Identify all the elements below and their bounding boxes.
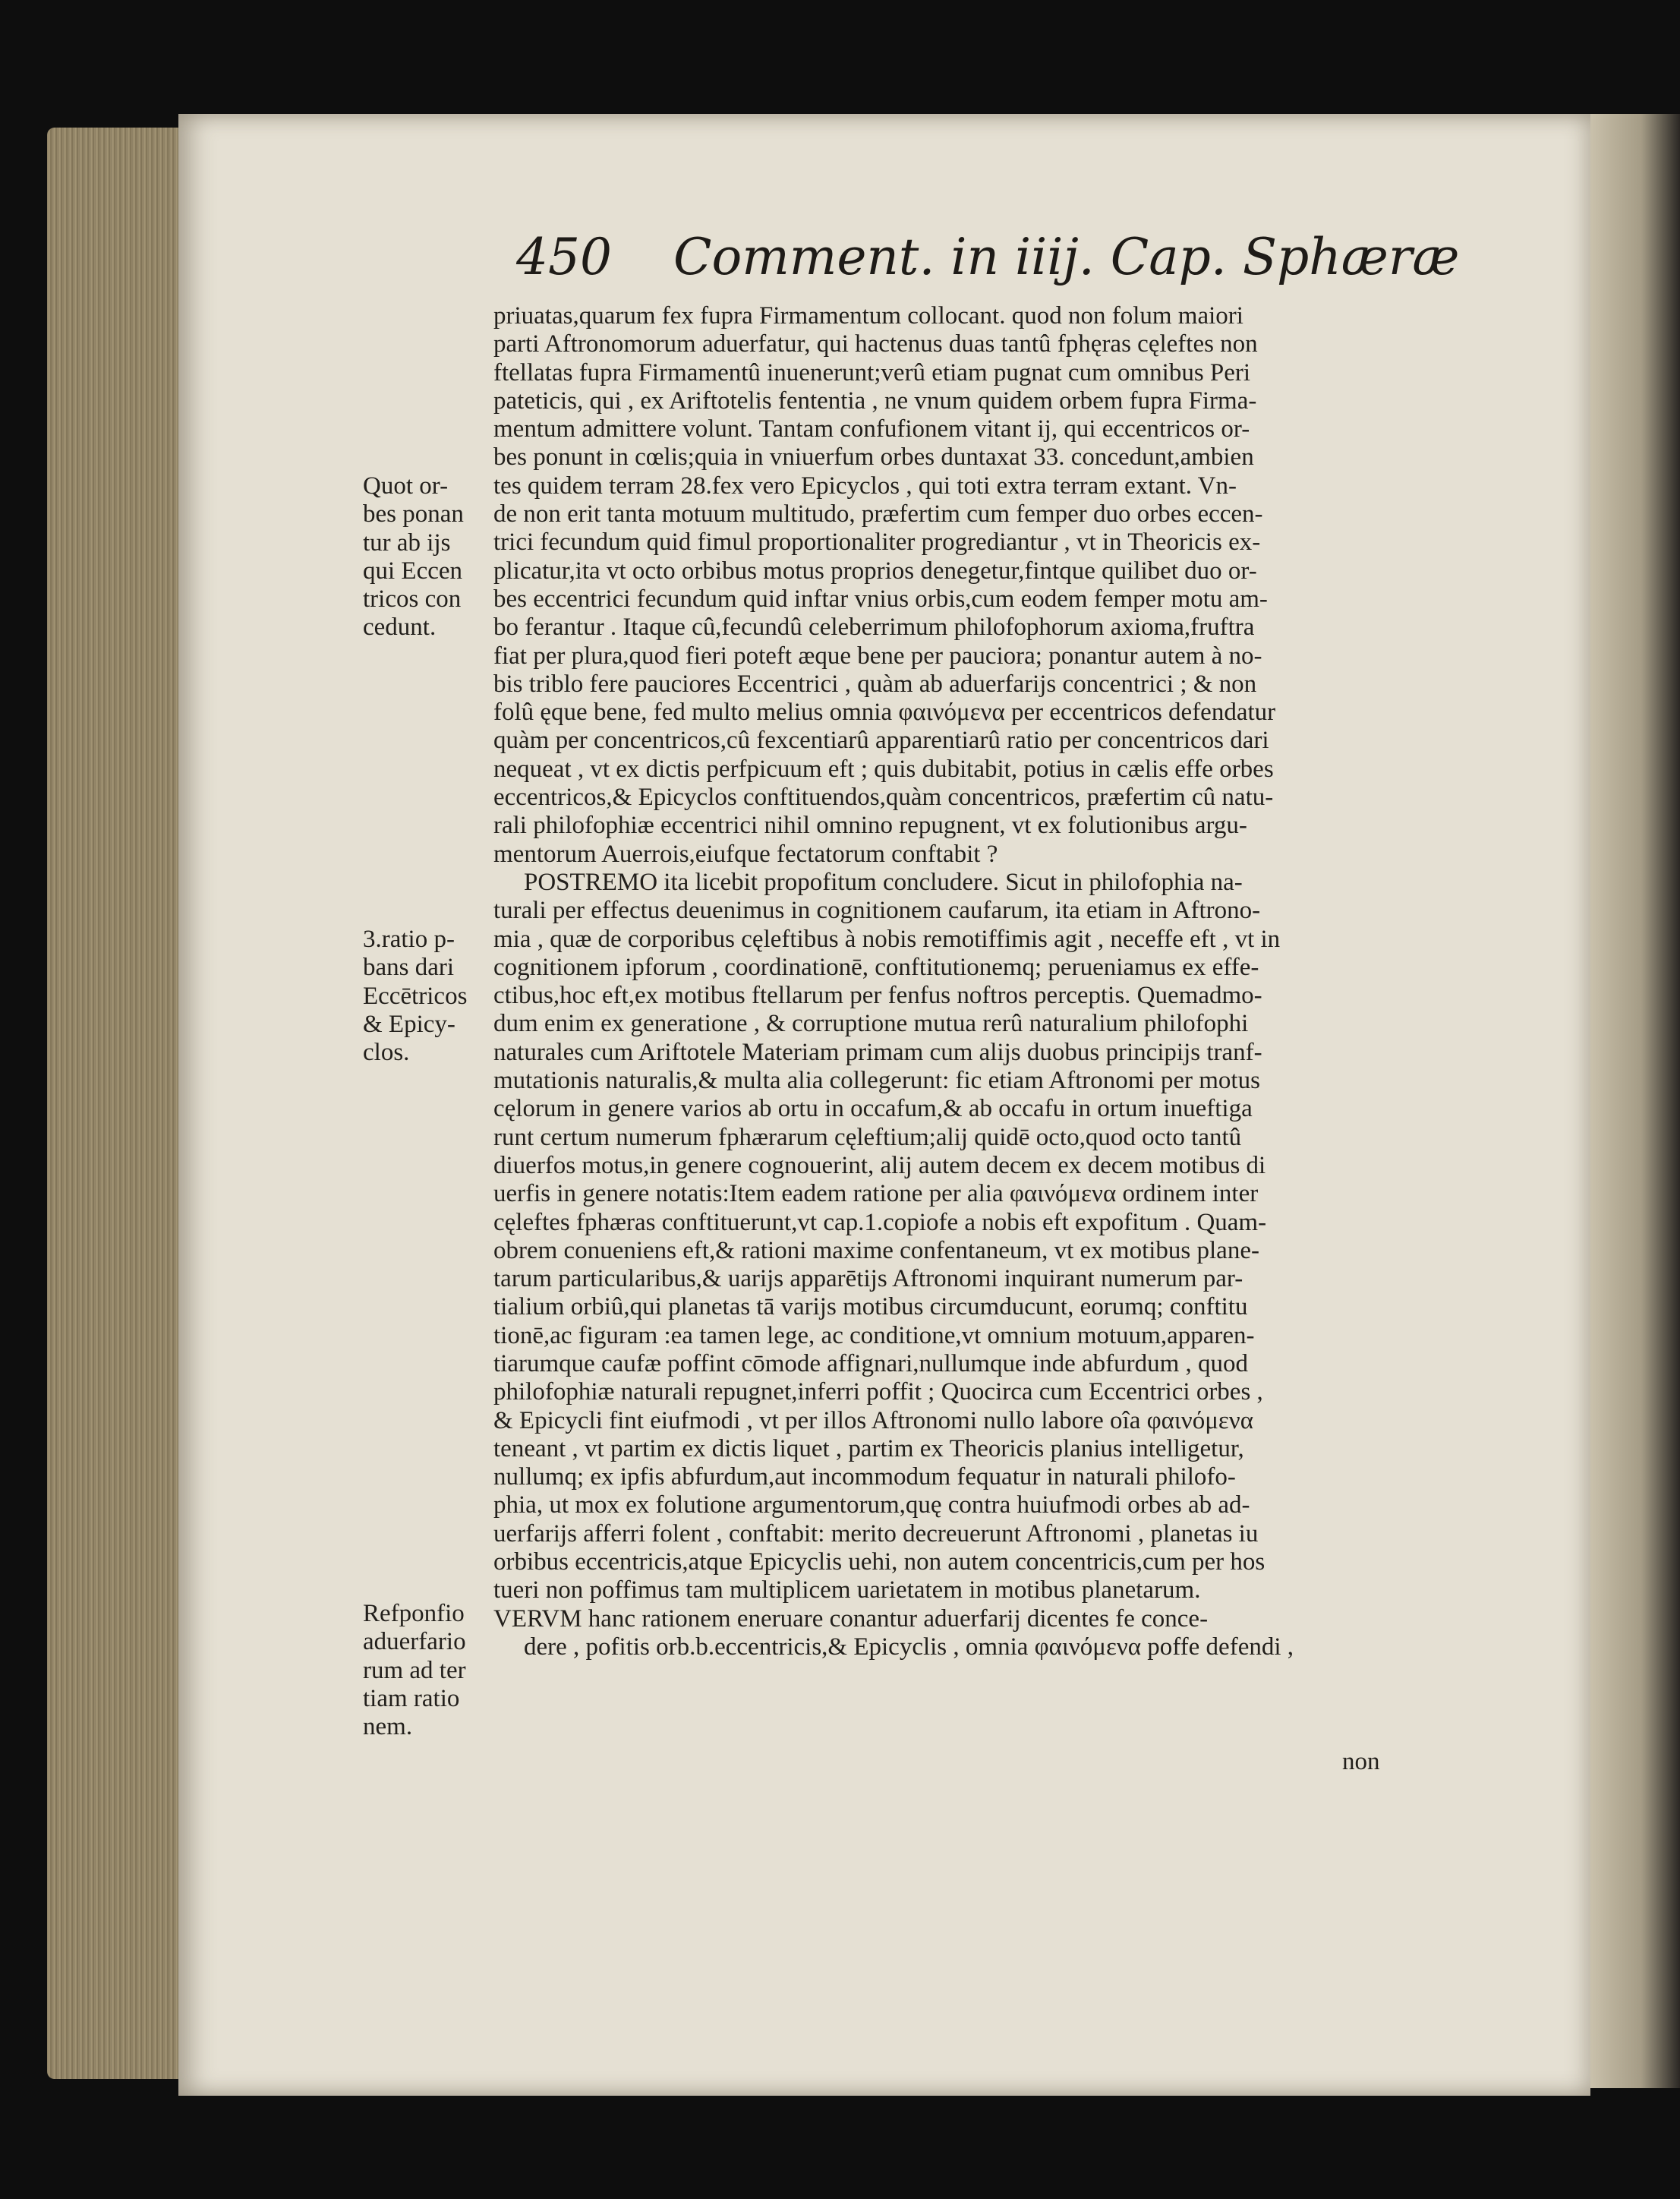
margin-note-2 [363, 926, 500, 1067]
text-line: dum enim ex generatione , & corruptione mutua rerû naturalium philofophi [493, 1010, 1249, 1038]
text-line: de non erit tanta motuum multitudo, præfertim cum femper duo orbes eccen- [493, 500, 1263, 528]
margin-note-line: tur ab ijs [363, 528, 451, 557]
text-line: folû ęque bene, fed multo melius omnia φαινόμενα per eccentricos defendatur [493, 699, 1276, 727]
text-line: bes eccentrici fecundum quid inftar vnius orbis,cum eodem femper motu am- [493, 585, 1268, 613]
text-line: trici fecundum quid fimul proportionaliter progrediantur , vt in Theoricis ex- [493, 528, 1261, 557]
text-line: uerfarijs afferri folent , conftabit: merito decreuerunt Aftronomi , planetas iu [493, 1519, 1259, 1548]
running-title: Comment. in iiij. Cap. Sphæræ [673, 228, 1460, 286]
margin-note-line: Refponfio [363, 1600, 465, 1627]
margin-note-line: clos. [363, 1039, 410, 1067]
margin-note-line: bes ponan [363, 500, 464, 528]
text-line: cęlorum in genere varios ab ortu in occafum,& ab occafu in ortum inueftiga [493, 1095, 1253, 1123]
text-line: nequeat , vt ex dictis perfpicuum eft ; quis dubitabit, potius in cælis effe orbes [493, 755, 1274, 783]
text-line: mia , quæ de corporibus cęleftibus à nobis remotiffimis agit , neceffe eft , vt in [493, 925, 1281, 953]
text-line: rali philofophiæ eccentrici nihil omnino repugnent, vt ex folutionibus argu- [493, 812, 1247, 840]
text-line: mentum admittere volunt. Tantam confufionem vitant ij, qui eccentricos or- [493, 415, 1250, 443]
text-line: nullumq; ex ipfis abfurdum,aut incommodum fequatur in naturali philofo- [493, 1463, 1236, 1491]
text-line: priuatas,quarum fex fupra Firmamentum collocant. quod non folum maiori [493, 302, 1243, 330]
margin-note-line: bans dari [363, 954, 455, 982]
text-line: tarum particularibus,& uarijs apparētijs Aftronomi inquirant numerum par- [493, 1265, 1243, 1293]
text-line: tionē,ac figuram :ea tamen lege, ac conditione,vt omnium motuum,apparen- [493, 1321, 1255, 1349]
margin-note-line: cedunt. [363, 614, 437, 642]
margin-note-line: aduerfario [363, 1628, 466, 1656]
text-line: philofophiæ naturali repugnet,inferri poffit ; Quocirca cum Eccentrici orbes , [493, 1378, 1263, 1406]
text-line: diuerfos motus,in genere cognouerint, alij autem decem ex decem motibus di [493, 1151, 1266, 1179]
text-line: tes quidem terram 28.fex vero Epicyclos , qui toti extra terram extant. Vn- [493, 472, 1237, 500]
text-line: tiarumque caufæ poffint cōmode affignari,nullumque inde abfurdum , quod [493, 1349, 1249, 1377]
margin-note-line: qui Eccen [363, 557, 463, 585]
facing-page-edge [1583, 114, 1680, 2088]
text-line: tueri non poffimus tam multiplicem uarietatem in motibus planetarum. [493, 1576, 1201, 1604]
catchword: non [1342, 1748, 1380, 1775]
text-line: quàm per concentricos,cû fexcentiarû apparentiarû ratio per concentricos dari [493, 727, 1269, 755]
margin-note-line: tricos con [363, 585, 462, 614]
page-number: 450 [516, 228, 612, 286]
text-line: cęleftes fphæras conftituerunt,vt cap.1.copiofe a nobis eft expofitum . Quam- [493, 1208, 1267, 1236]
text-line: runt certum numerum fphærarum cęleftium;alij quidē octo,quod octo tantû [493, 1123, 1242, 1151]
text-line: turali per effectus deuenimus in cognitionem caufarum, ita etiam in Aftrono- [493, 897, 1261, 925]
text-line: teneant , vt partim ex dictis liquet , partim ex Theoricis planius intelligetur, [493, 1434, 1244, 1462]
text-line: bis triblo fere pauciores Eccentrici , quàm ab aduerfarijs concentrici ; & non [493, 670, 1257, 698]
margin-note-line: tiam ratio [363, 1684, 460, 1712]
text-line: plicatur,ita vt octo orbibus motus proprios denegetur,fintque quilibet duo or- [493, 557, 1257, 585]
margin-note-line: & Epicy- [363, 1010, 455, 1038]
text-line: phia, ut mox ex folutione argumentorum,quę contra huiufmodi orbes ab ad- [493, 1491, 1250, 1519]
text-line: tialium orbiû,qui planetas tā varijs motibus circumducunt, eorumq; conftitu [493, 1293, 1248, 1321]
margin-note-line: Eccētricos [363, 982, 468, 1010]
text-line: dere , pofitis orb.b.eccentricis,& Epicyclis , omnia φαινόμενα poffe defendi , [524, 1633, 1294, 1661]
text-line: ctibus,hoc eft,ex motibus ftellarum per fenfus noftros perceptis. Quemadmo- [493, 982, 1262, 1010]
text-line: VERVM hanc rationem eneruare conantur aduerfarij dicentes fe conce- [493, 1604, 1209, 1633]
text-line: mutationis naturalis,& multa alia collegerunt: fic etiam Aftronomi per motus [493, 1067, 1260, 1095]
text-line: fiat per plura,quod fieri poteft æque bene per pauciora; ponantur autem à no- [493, 642, 1262, 670]
text-line: mentorum Auerrois,eiufque fectatorum conftabit ? [493, 840, 998, 868]
margin-note-line: 3.ratio p- [363, 926, 455, 953]
text-line: POSTREMO ita licebit propofitum concludere. Sicut in philofophia na- [524, 868, 1243, 896]
text-line: uerfis in genere notatis:Item eadem ratione per alia φαινόμενα ordinem inter [493, 1180, 1259, 1208]
text-line: orbibus eccentricis,atque Epicyclis uehi, non autem concentricis,cum per hos [493, 1548, 1266, 1576]
margin-note-3 [363, 1600, 500, 1741]
margin-note-line: rum ad ter [363, 1656, 466, 1684]
text-line: parti Aftronomorum aduerfatur, qui hactenus duas tantû fphęras cęleftes non [493, 330, 1258, 358]
text-line: obrem conueniens eft,& rationi maxime confentaneum, vt ex motibus plane- [493, 1236, 1259, 1264]
margin-note-line: Quot or- [363, 472, 449, 500]
text-line: cognitionem ipforum , coordinationē, conftitutionemq; perueniamus ex effe- [493, 953, 1259, 981]
text-line: eccentricos,& Epicyclos conftituendos,quàm concentricos, præfertim cû natu- [493, 784, 1274, 812]
margin-note-1 [363, 472, 500, 642]
margin-note-line: nem. [363, 1713, 413, 1741]
text-line: & Epicycli fint eiufmodi , vt per illos Aftronomi nullo labore oîa φαινόμενα [493, 1406, 1253, 1434]
text-line: bo ferantur . Itaque cû,fecundû celeberrimum philofophorum axioma,fruftra [493, 614, 1255, 642]
text-line: bes ponunt in cœlis;quia in vniuerfum orbes duntaxat 33. concedunt,ambien [493, 443, 1254, 472]
text-line: pateticis, qui , ex Ariftotelis fententia , ne vnum quidem orbem fupra Firma- [493, 386, 1257, 415]
text-line: ftellatas fupra Firmamentû inuenerunt;verû etiam pugnat cum omnibus Peri [493, 358, 1251, 386]
page-edges-left [47, 128, 184, 2079]
main-text-block [493, 302, 1435, 1661]
running-header [516, 228, 1460, 286]
text-line: naturales cum Ariftotele Materiam primam cum alijs duobus principijs tranf- [493, 1038, 1262, 1066]
